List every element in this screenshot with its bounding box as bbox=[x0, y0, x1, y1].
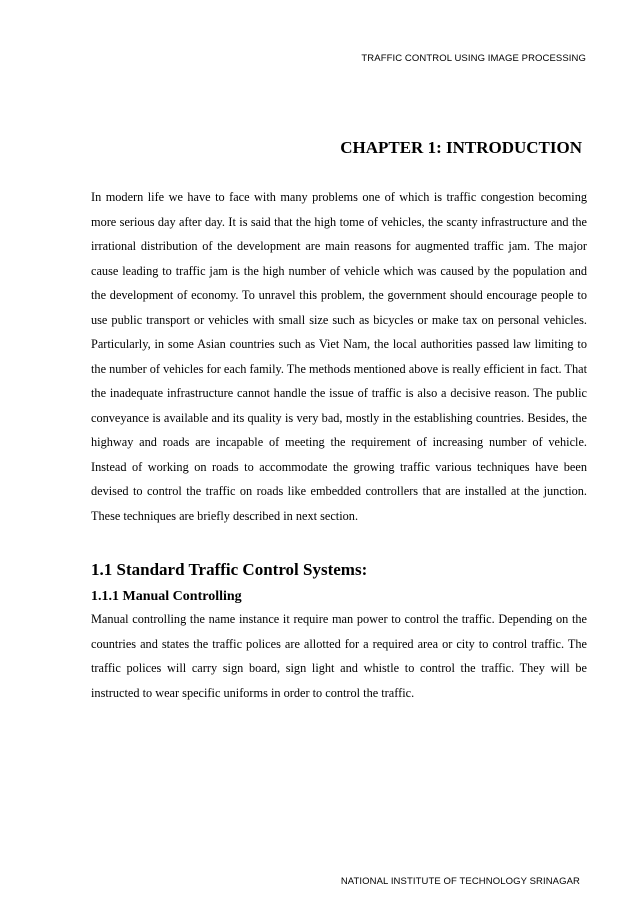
intro-paragraph: In modern life we have to face with many problems one of which is traffic congestion becoming more serious day after day. It is said that the high tome of vehicles, the scanty infrastructure and the irrational distribution of the development are main reasons for augmented traffic jam. The major cause leading to traffic jam is the high number of vehicle which was caused by the population and the development of economy. To unravel this problem, the government should encourage people to use public transport or vehicles with small size such as bicycles or make tax on personal vehicles. Particularly, in some Asian countries such as Viet Nam, the local authorities passed law limiting to the number of vehicles for each family. The methods mentioned above is really efficient in fact. That the inadequate infrastructure cannot handle the issue of traffic is also a decisive reason. The public conveyance is available and its quality is very bad, mostly in the establishing countries. Besides, the highway and roads are incapable of meeting the requirement of increasing number of vehicle. Instead of working on roads to accommodate the growing traffic various techniques have been devised to control the traffic on roads like embedded controllers that are installed at the junction. These techniques are briefly described in next section. bbox=[91, 190, 587, 523]
subsection-heading: 1.1.1 Manual Controlling bbox=[91, 589, 242, 604]
running-header: TRAFFIC CONTROL USING IMAGE PROCESSING bbox=[361, 53, 586, 64]
chapter-title: CHAPTER 1: INTRODUCTION bbox=[340, 138, 582, 157]
running-footer: NATIONAL INSTITUTE OF TECHNOLOGY SRINAGAR bbox=[340, 876, 580, 887]
manual-controlling-paragraph: Manual controlling the name instance it require man power to control the traffic. Depending on the countries and states the traffic polices are allotted for a required area or city to control traffic. The traffic polices will carry sign board, sign light and whistle to control the traffic. They will be instructed to wear specific uniforms in order to control the traffic. bbox=[91, 612, 587, 700]
section-heading: 1.1 Standard Traffic Control Systems: bbox=[91, 560, 368, 579]
